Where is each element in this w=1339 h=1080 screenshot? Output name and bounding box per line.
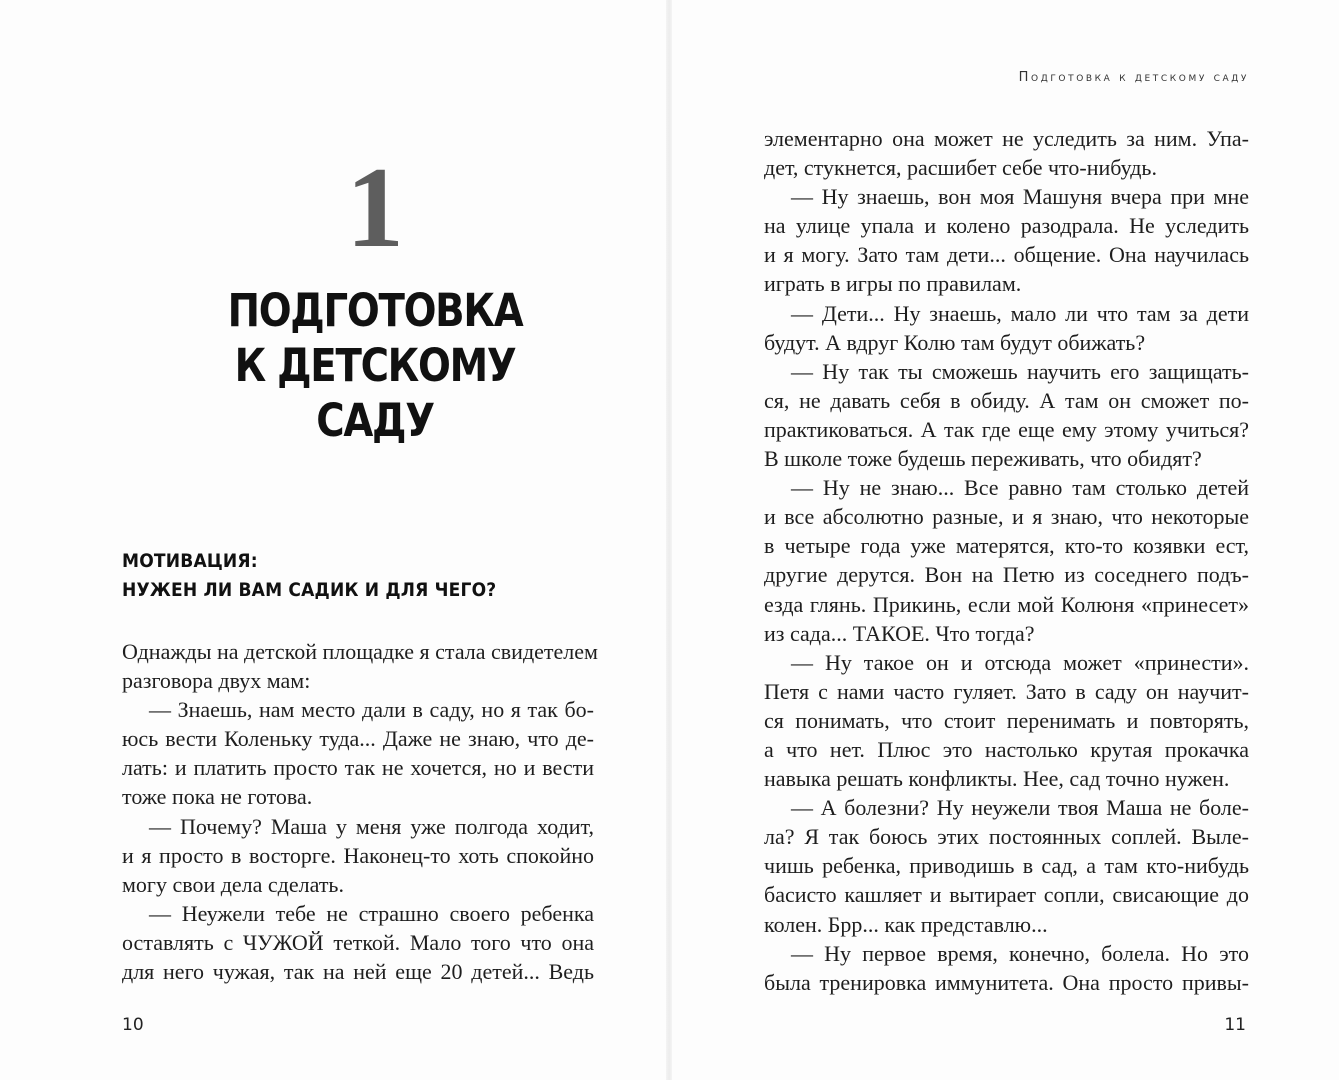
text-line: другие дерутся. Вон на Петю из соседнего подъ-	[764, 562, 1249, 588]
text-line: — Ну такое он и отсюда может «принести».	[791, 649, 1249, 675]
text-line: была тренировка иммунитета. Она просто привы-	[764, 969, 1249, 995]
text-line: играть в игры по правилам.	[764, 271, 1022, 297]
chapter-number: 1	[346, 144, 404, 272]
text-line: — Ну знаешь, вон моя Машуня вчера при мне	[791, 184, 1249, 210]
chapter-title-line: К ДЕТСКОМУ САДУ	[234, 339, 516, 447]
text-line: из сада... ТАКОЕ. Что тогда?	[764, 620, 1035, 646]
text-line: В школе тоже будешь переживать, что обидят?	[764, 446, 1202, 472]
text-line: — Ну не знаю... Все равно там столько детей	[791, 475, 1249, 501]
text-line: ся, не давать себя в обиду. А там он сможет по-	[764, 387, 1249, 413]
text-line: — Ну так ты сможешь научить его защищать-	[791, 358, 1249, 384]
text-line: и я просто в восторге. Наконец-то хоть спокойно	[122, 842, 594, 868]
right-page-body	[764, 124, 1249, 997]
running-head: Подготовка к детскому саду	[1018, 70, 1249, 85]
text-line: лать: и платить просто так не хочется, но и вести	[122, 755, 594, 781]
text-line: езда глянь. Прикинь, если мой Колюня «принесет»	[764, 591, 1249, 617]
chapter-title	[182, 283, 569, 448]
text-line: — Неужели тебе не страшно своего ребенка	[149, 900, 594, 926]
text-line: — А болезни? Ну неужели твоя Маша не боле-	[791, 795, 1249, 821]
text-line: ся понимать, что стоит перенимать и повторять,	[764, 707, 1249, 733]
text-line: тоже пока не готова.	[122, 784, 313, 810]
left-page	[0, 0, 666, 1080]
text-line: — Ну первое время, конечно, болела. Но это	[791, 940, 1249, 966]
text-line: оставлять с ЧУЖОЙ теткой. Мало того что она	[122, 929, 594, 955]
text-line: — Почему? Маша у меня уже полгода ходит,	[149, 813, 594, 839]
text-line: могу свои дела сделать.	[122, 871, 344, 897]
text-line: Однажды на детской площадке я стала свидетелем	[122, 639, 598, 664]
page-number-left: 10	[122, 1015, 144, 1035]
text-line: в четыре года уже матерятся, кто-то козявки ест,	[764, 533, 1249, 559]
section-heading	[122, 547, 572, 605]
text-line: ла? Я так боюсь этих постоянных соплей. Выле-	[764, 824, 1249, 850]
text-line: практиковаться. А так где еще ему этому учиться?	[764, 416, 1249, 442]
section-heading-line: НУЖЕН ЛИ ВАМ САДИК И ДЛЯ ЧЕГО?	[122, 579, 497, 601]
text-line: на улице упала и колено разодрала. Не уследить	[764, 213, 1249, 239]
left-page-body	[122, 637, 598, 986]
page-number-right: 11	[1224, 1015, 1246, 1035]
text-line: для него чужая, так на ней еще 20 детей... Ведь	[122, 959, 594, 985]
right-page	[672, 0, 1339, 1080]
text-line: навыка решать конфликты. Нее, сад точно нужен.	[764, 766, 1230, 792]
text-line: Петя с нами часто гуляет. Зато в саду он научит-	[764, 678, 1249, 704]
text-line: будут. А вдруг Колю там будут обижать?	[764, 329, 1146, 355]
text-line: юсь вести Коленьку туда... Даже не знаю, что де-	[122, 726, 594, 752]
text-line: — Дети... Ну знаешь, мало ли что там за дети	[791, 300, 1249, 326]
text-line: элементарно она может не уследить за ним. Упа-	[764, 126, 1249, 151]
chapter-title-line: ПОДГОТОВКА	[227, 284, 523, 337]
text-line: разговора двух мам:	[122, 668, 311, 694]
text-line: и все абсолютно разные, и я знаю, что некоторые	[764, 504, 1249, 530]
text-line: басисто кашляет и вытирает сопли, свисающие до	[764, 882, 1249, 908]
text-line: — Знаешь, нам место дали в саду, но я так бо-	[149, 697, 594, 723]
text-line: дет, стукнется, расшибет себе что-нибудь.	[764, 155, 1157, 181]
text-line: и я могу. Зато там дети... общение. Она научилась	[764, 242, 1249, 268]
text-line: чишь ребенка, приводишь в сад, а там кто-нибудь	[764, 853, 1249, 879]
text-line: а что нет. Плюс это настолько крутая прокачка	[764, 736, 1249, 762]
section-heading-line: МОТИВАЦИЯ:	[122, 550, 258, 572]
text-line: колен. Брр... как представлю...	[764, 911, 1048, 937]
